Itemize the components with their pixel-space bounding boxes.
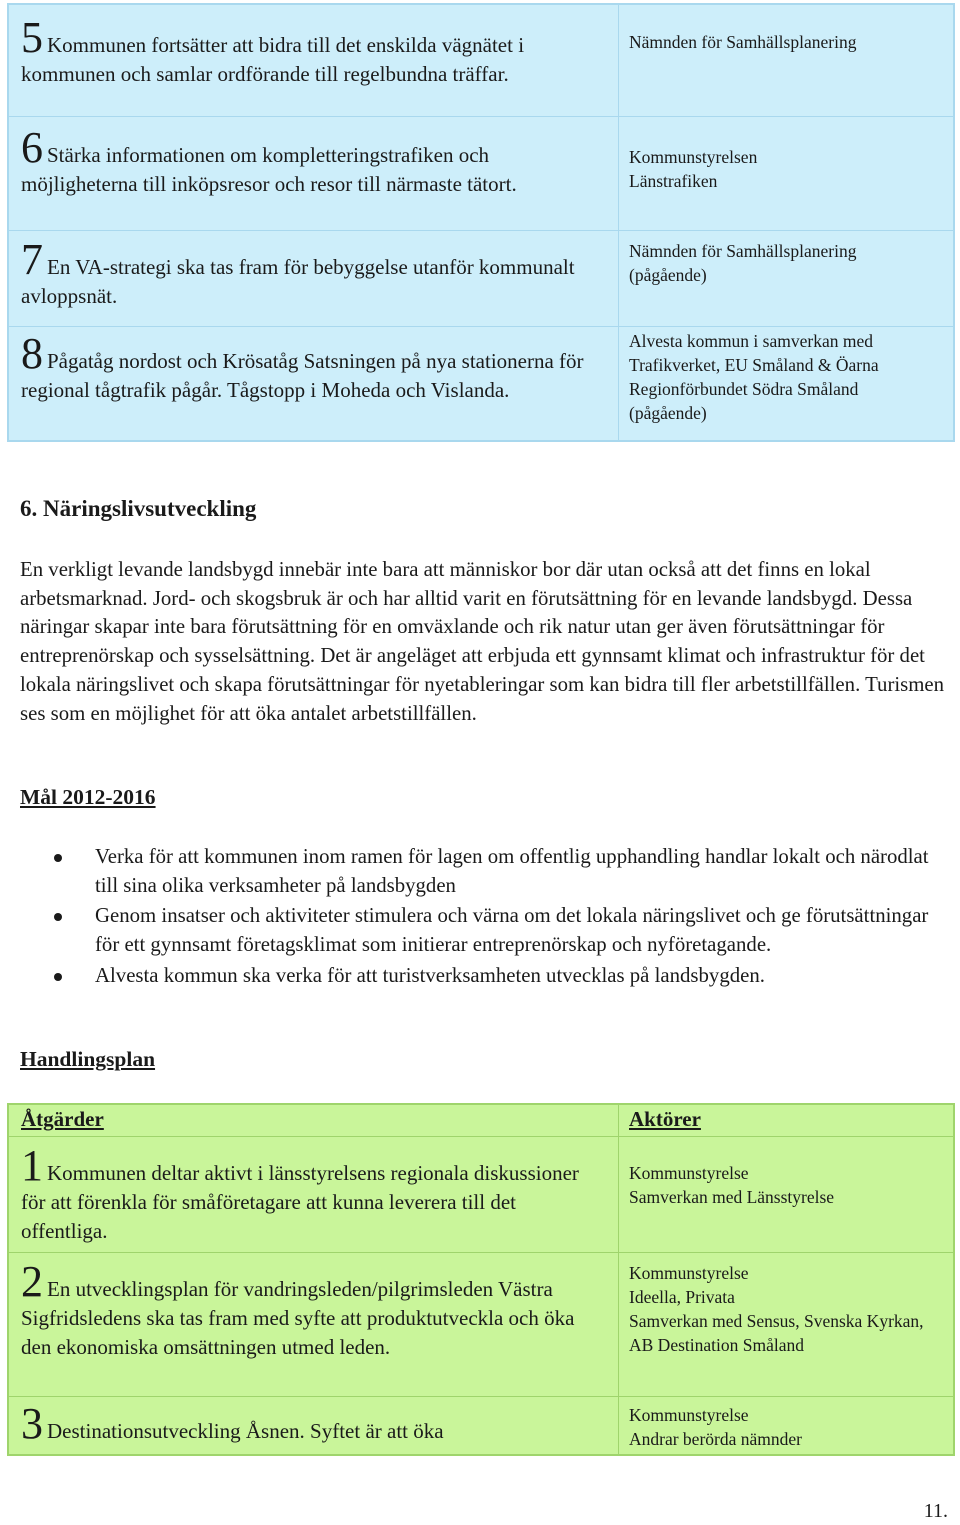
item-text: En VA-strategi ska tas fram för bebyggelse utanför kommunalt avloppsnät. — [21, 255, 575, 308]
actor-name: (pågående) — [629, 265, 707, 285]
table-row — [9, 327, 954, 441]
actor-cell — [619, 1137, 954, 1253]
table-row — [9, 1137, 954, 1253]
item-number: 6 — [21, 123, 43, 172]
actor-name: Länstrafiken — [629, 171, 718, 191]
item-text: Stärka informationen om kompletteringstrafiken och möjligheterna till inköpsresor och resor till närmaste tätort. — [21, 143, 517, 196]
goal-text: Genom insatser och aktiviteter stimulera och värna om det lokala näringslivet och ge förutsättningar för ett gynnsamt företagsklimat som initierar entreprenörskap och nyföretagande. — [95, 904, 929, 957]
action-cell — [9, 231, 619, 327]
bullet-icon — [54, 854, 62, 862]
table-row — [9, 1253, 954, 1397]
action-cell — [9, 1397, 619, 1455]
item-number: 7 — [21, 235, 43, 284]
actor-cell — [619, 117, 954, 231]
actor-name: Kommunstyrelse — [629, 1163, 749, 1183]
page-number: 11. — [923, 1500, 948, 1522]
column-header-actors: Aktörer — [629, 1107, 701, 1131]
list-item — [52, 843, 952, 900]
section-paragraph: En verkligt levande landsbygd innebär inte bara att människor bor där utan också att det finns en lokal arbetsmarknad. Jord- och skogsbruk är och har alltid varit en förutsättning för en levande landsbygd. Dessa näringar skapar inte bara förutsättning för en omväxlande och rik natur utan ger även förutsättningar för entreprenörskap och sysselsättning. Det är angeläget att erbjuda ett gynnsamt klimat och infrastruktur för det lokala näringslivet och skapa förutsättningar för nyetableringar som kan bidra till fler arbetstillfällen. Turismen ses som en möjlighet för att öka antalet arbetstillfällen. — [20, 558, 945, 725]
actor-name: Samverkan med Länsstyrelse — [629, 1187, 835, 1207]
actor-name: Ideella, Privata — [629, 1287, 735, 1307]
actor-cell — [619, 1397, 954, 1455]
header-cell — [619, 1105, 954, 1137]
section-heading: 6. Näringslivsutveckling — [20, 496, 257, 521]
transport-actions-table — [8, 4, 954, 441]
goal-text: Alvesta kommun ska verka för att turistverksamheten utvecklas på landsbygden. — [95, 963, 765, 987]
item-text: Kommunen deltar aktivt i länsstyrelsens regionala diskussioner för att förenkla för småföretagare att kunna leverera till det offentliga. — [21, 1161, 579, 1243]
bullet-icon — [54, 913, 62, 921]
table-row — [9, 1397, 954, 1455]
action-cell — [9, 327, 619, 441]
table-header-row — [9, 1105, 954, 1137]
table-row — [9, 117, 954, 231]
item-text: En utvecklingsplan för vandringsleden/pilgrimsleden Västra Sigfridsledens ska tas fram med syfte att produktutveckla och öka den ekonomiska omsättningen utmed leden. — [21, 1277, 575, 1359]
list-item — [52, 902, 952, 959]
table-row — [9, 5, 954, 117]
actor-name: Andrar berörda nämnder — [629, 1429, 802, 1449]
action-cell — [9, 1137, 619, 1253]
actor-name: Samverkan med Sensus, Svenska Kyrkan, AB Destination Småland — [629, 1311, 924, 1355]
header-cell — [9, 1105, 619, 1137]
item-number: 5 — [21, 13, 43, 62]
actor-name: Regionförbundet Södra Småland — [629, 379, 859, 399]
table-row — [9, 231, 954, 327]
goals-heading: Mål 2012-2016 — [20, 785, 156, 809]
item-text: Destinationsutveckling Åsnen. Syftet är att öka — [47, 1419, 444, 1443]
actor-cell — [619, 1253, 954, 1397]
actor-cell — [619, 5, 954, 117]
item-text: Pågatåg nordost och Krösatåg Satsningen på nya stationerna för regional tågtrafik pågår. Tågstopp i Moheda och Vislanda. — [21, 349, 584, 402]
actor-name: Kommunstyrelse — [629, 1405, 749, 1425]
actor-name: Nämnden för Samhällsplanering — [629, 241, 857, 261]
column-header-actions: Åtgärder — [21, 1107, 104, 1131]
bullet-icon — [54, 973, 62, 981]
actor-name: Alvesta kommun i samverkan med — [629, 331, 873, 351]
action-cell — [9, 5, 619, 117]
actor-name: Trafikverket, EU Småland & Öarna — [629, 355, 879, 375]
action-plan-table — [8, 1104, 954, 1455]
actor-cell — [619, 327, 954, 441]
action-cell — [9, 117, 619, 231]
goal-text: Verka för att kommunen inom ramen för lagen om offentlig upphandling handlar lokalt och närodlat till sina olika verksamheter på landsbygden — [95, 845, 929, 897]
item-number: 3 — [21, 1399, 43, 1448]
goals-list — [52, 843, 952, 993]
actor-name: Nämnden för Samhällsplanering — [629, 32, 857, 52]
list-item — [52, 962, 952, 991]
actor-name: (pågående) — [629, 403, 707, 423]
item-number: 2 — [21, 1257, 43, 1306]
actor-cell — [619, 231, 954, 327]
item-number: 1 — [21, 1141, 43, 1190]
item-number: 8 — [21, 329, 43, 378]
action-cell — [9, 1253, 619, 1397]
actor-name: Kommunstyrelse — [629, 1263, 749, 1283]
plan-heading: Handlingsplan — [20, 1047, 156, 1071]
actor-name: Kommunstyrelsen — [629, 147, 758, 167]
item-text: Kommunen fortsätter att bidra till det enskilda vägnätet i kommunen och samlar ordförande till regelbundna träffar. — [21, 33, 525, 86]
